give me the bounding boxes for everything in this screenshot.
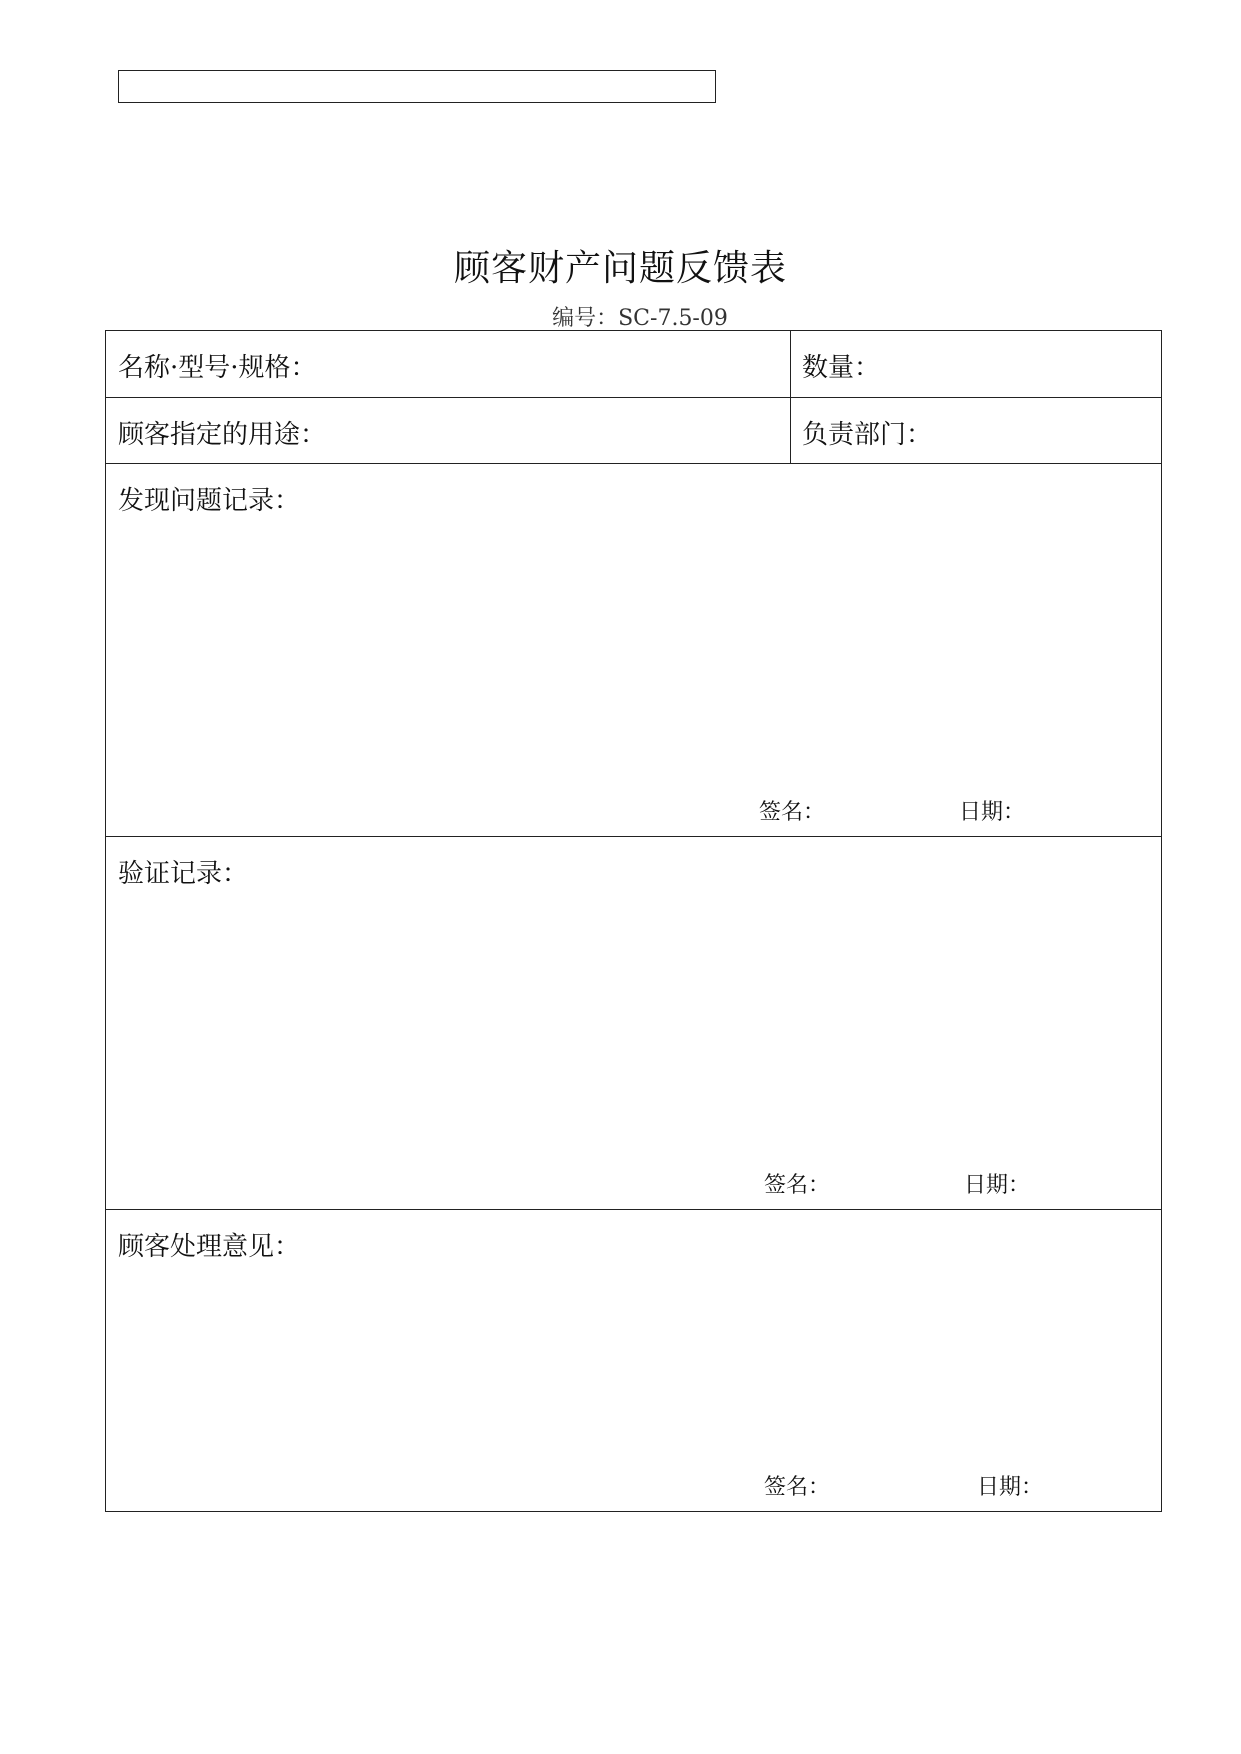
responsible-dept-label: 负责部门：	[802, 420, 933, 450]
verification-sign-label: 签名：	[764, 1173, 831, 1198]
section-verification-record	[106, 836, 1161, 1209]
problem-record-label: 发现问题记录：	[118, 486, 301, 516]
row-usage-department	[106, 397, 1161, 463]
customer-usage-label: 顾客指定的用途：	[118, 420, 327, 450]
form-title: 顾客财产问题反馈表	[453, 248, 787, 289]
quantity-label: 数量：	[802, 353, 881, 383]
column-divider	[790, 398, 791, 463]
problem-sign-label: 签名：	[759, 800, 826, 825]
section-problem-record	[106, 463, 1161, 836]
verification-record-label: 验证记录：	[118, 859, 249, 889]
customer-opinion-label: 顾客处理意见：	[118, 1232, 301, 1262]
opinion-sign-label: 签名：	[764, 1475, 831, 1500]
feedback-form-table	[105, 330, 1162, 1512]
verification-date-label: 日期：	[964, 1173, 1031, 1198]
section-customer-opinion	[106, 1209, 1161, 1511]
name-model-spec-label: 名称·型号·规格：	[118, 353, 317, 383]
opinion-date-label: 日期：	[977, 1475, 1044, 1500]
form-code: 编号：SC-7.5-09	[552, 306, 728, 331]
row-name-quantity	[106, 331, 1161, 397]
column-divider	[790, 331, 791, 397]
top-blank-box	[118, 70, 716, 103]
problem-date-label: 日期：	[959, 800, 1026, 825]
